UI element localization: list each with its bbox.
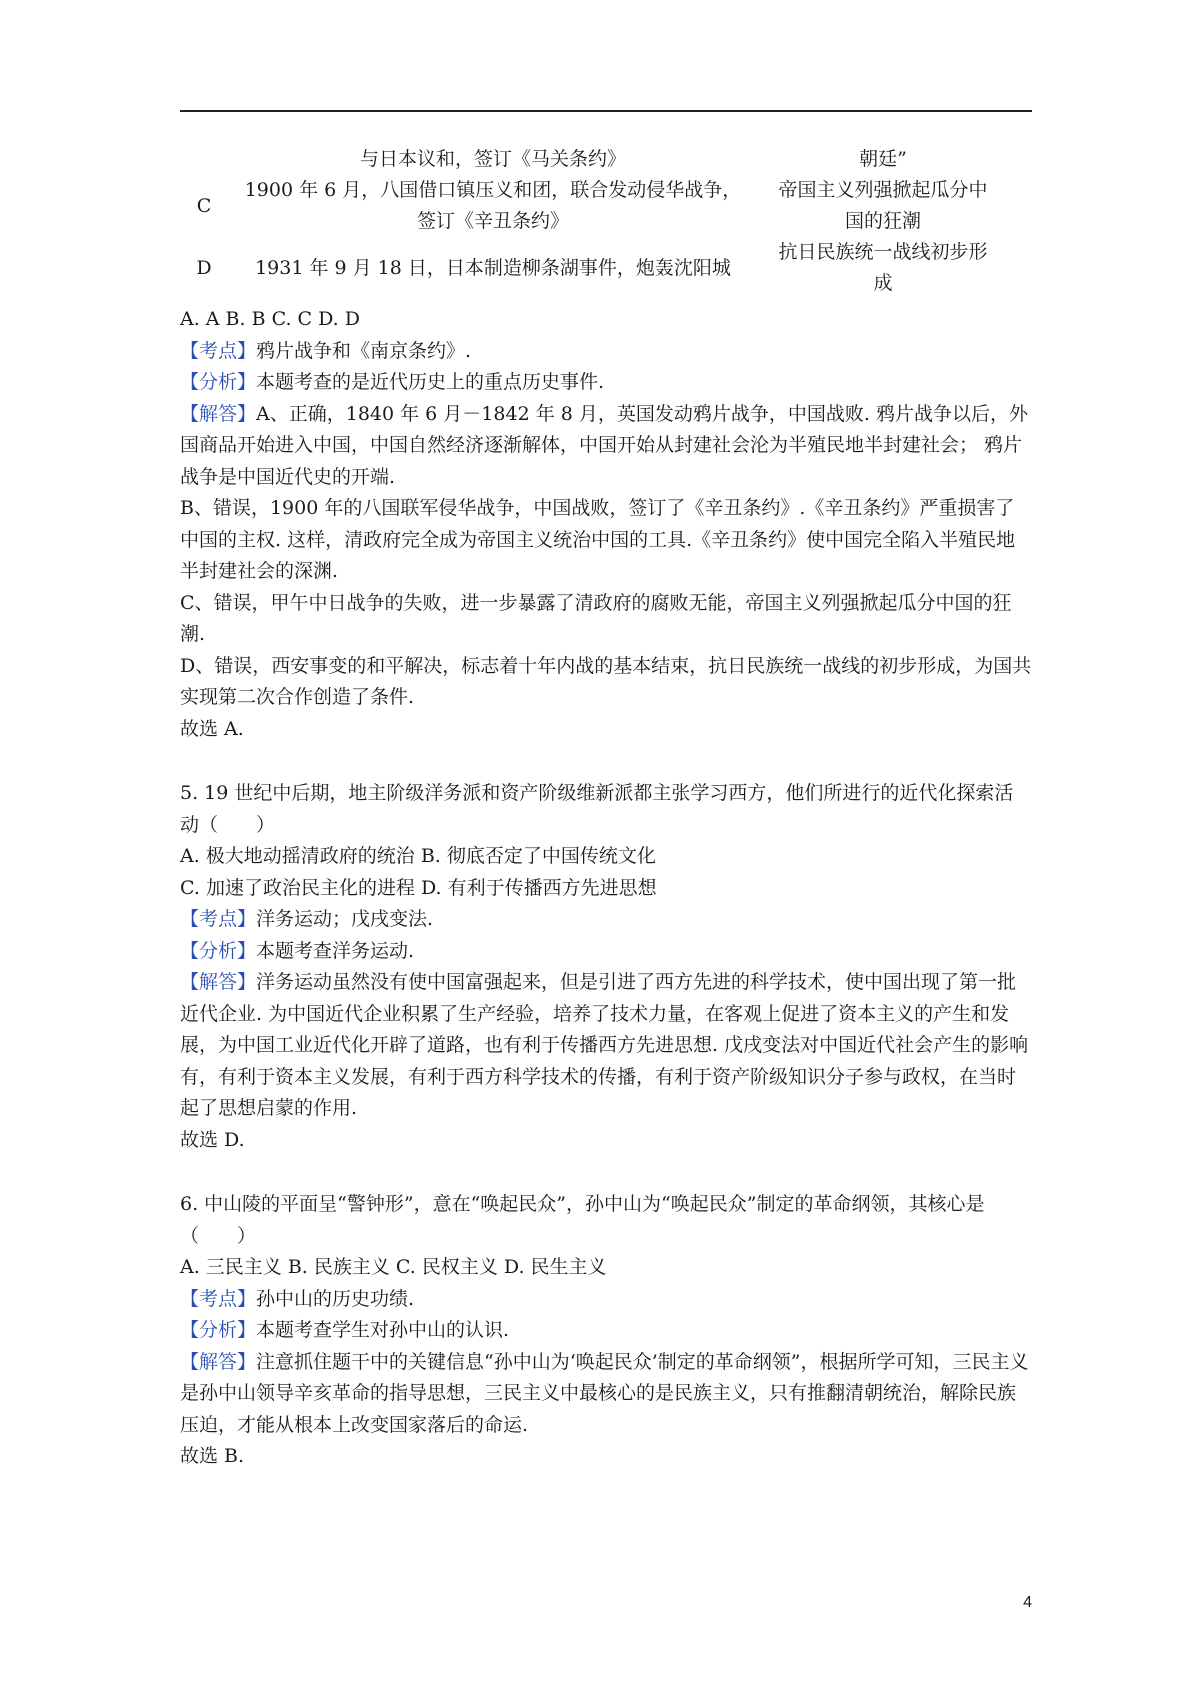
annotation-paragraph xyxy=(180,1284,1032,1316)
text-paragraph xyxy=(180,778,1032,841)
text-paragraph xyxy=(180,493,1032,588)
answer-table xyxy=(180,144,1032,299)
annotation-tag: 【考点】 xyxy=(180,339,257,362)
paragraph-text: A. 极大地动摇清政府的统治 B. 彻底否定了中国传统文化 xyxy=(180,845,656,867)
paragraph-text: 故选 B. xyxy=(180,1445,245,1467)
paragraph-text: B、错误，1900 年的八国联军侵华战争，中国战败，签订了《辛丑条约》.《辛丑条约》严重损害了中国的主权. 这样，清政府完全成为帝国主义统治中国的工具.《辛丑条约》使中国完全陷入半殖民地半封建社会的深渊. xyxy=(180,497,1016,582)
text-paragraph xyxy=(180,1125,1032,1157)
annotation-paragraph xyxy=(180,1315,1032,1347)
paragraph-text: 洋务运动虽然没有使中国富强起来，但是引进了西方先进的科学技术，使中国出现了第一批近代企业. 为中国近代企业积累了生产经验，培养了技术力量，在客观上促进了资本主义的产生和发展，为中国工业近代化开辟了道路，也有利于传播西方先进思想. 戊戌变法对中国近代社会产生的影响有，有利于资本主义发展，有利于西方科学技术的传播，有利于资产阶级知识分子参与政权，在当时起了思想启蒙的作用. xyxy=(180,971,1029,1119)
text-paragraph xyxy=(180,873,1032,905)
paragraph-text: 故选 D. xyxy=(180,1128,245,1151)
paragraph-text: C、错误，甲午中日战争的失败，进一步暴露了清政府的腐败无能，帝国主义列强掀起瓜分中国的狂潮. xyxy=(180,591,1012,645)
paragraph-text: A、正确，1840 年 6 月－1842 年 8 月，英国发动鸦片战争，中国战败. 鸦片战争以后，外国商品开始进入中国，中国自然经济逐渐解体，中国开始从封建社会沦为半殖民地半封建社会； 鸦片战争是中国近代史的开端. xyxy=(180,402,1028,488)
text-paragraph xyxy=(180,1189,1032,1252)
paragraph-text: 本题考查洋务运动. xyxy=(256,939,415,962)
annotation-paragraph xyxy=(180,967,1032,1125)
table-row xyxy=(180,175,1032,237)
paragraph-text: 6. 中山陵的平面呈“警钟形”，意在“唤起民众”，孙中山为“唤起民众”制定的革命纲领，其核心是（ ） xyxy=(180,1193,985,1247)
row-label: D xyxy=(196,256,212,279)
row-label: C xyxy=(196,194,212,217)
annotation-tag: 【分析】 xyxy=(180,1319,257,1341)
annotation-tag: 【考点】 xyxy=(180,1287,257,1310)
paragraph-text: 本题考查的是近代历史上的重点历史事件. xyxy=(256,371,605,393)
annotation-tag: 【分析】 xyxy=(180,371,257,393)
text-paragraph xyxy=(180,588,1032,651)
paragraph-text: 注意抓住题干中的关键信息“孙中山为‘唤起民众’制定的革命纲领”，根据所学可知，三民主义是孙中山领导辛亥革命的指导思想，三民主义中最核心的是民族主义，只有推翻清朝统治，解除民族压迫，才能从根本上改变国家落后的命运. xyxy=(180,1350,1029,1436)
annotation-tag: 【考点】 xyxy=(180,908,257,930)
paragraph-text: C. 加速了政治民主化的进程 D. 有利于传播西方先进思想 xyxy=(180,876,657,899)
document-body xyxy=(180,304,1032,1473)
event-cell: 1931 年 9 月 18 日，日本制造柳条湖事件，炮轰沈阳城 xyxy=(255,256,731,279)
annotation-paragraph xyxy=(180,904,1032,936)
paragraph-text: 本题考查学生对孙中山的认识. xyxy=(256,1319,510,1341)
header-rule xyxy=(180,110,1032,112)
text-paragraph xyxy=(180,304,1032,336)
paragraph-text: A. 三民主义 B. 民族主义 C. 民权主义 D. 民生主义 xyxy=(180,1256,607,1278)
annotation-paragraph xyxy=(180,367,1032,399)
annotation-tag: 【解答】 xyxy=(180,971,257,993)
text-paragraph xyxy=(180,714,1032,746)
paragraph-text: 故选 A. xyxy=(180,717,244,740)
paragraph-gap xyxy=(180,745,1032,778)
paragraph-text: A. A B. B C. C D. D xyxy=(180,308,360,330)
annotation-paragraph xyxy=(180,1347,1032,1442)
annotation-paragraph xyxy=(180,399,1032,494)
annotation-tag: 【分析】 xyxy=(180,939,257,962)
table-row xyxy=(180,144,1032,175)
text-paragraph xyxy=(180,651,1032,714)
annotation-paragraph xyxy=(180,336,1032,368)
paragraph-text: 5. 19 世纪中后期，地主阶级洋务派和资产阶级维新派都主张学习西方，他们所进行的近代化探索活动（ ） xyxy=(180,782,1014,836)
consequence-cell: 帝国主义列强掀起瓜分中 国的狂潮 xyxy=(778,179,988,232)
event-cell: 1900 年 6 月，八国借口镇压义和团，联合发动侵华战争， 签订《辛丑条约》 xyxy=(244,179,742,232)
paragraph-gap xyxy=(180,1156,1032,1189)
paragraph-text: 洋务运动；戊戌变法. xyxy=(256,908,434,930)
text-paragraph xyxy=(180,1441,1032,1473)
paragraph-text: 孙中山的历史功绩. xyxy=(256,1287,415,1310)
consequence-cell: 抗日民族统一战线初步形 成 xyxy=(778,241,988,294)
paragraph-text: D、错误，西安事变的和平解决，标志着十年内战的基本结束，抗日民族统一战线的初步形成，为国共实现第二次合作创造了条件. xyxy=(180,654,1032,708)
event-cell: 与日本议和，签订《马关条约》 xyxy=(359,148,626,170)
consequence-cell: 朝廷” xyxy=(859,148,907,170)
table-row xyxy=(180,237,1032,299)
text-paragraph xyxy=(180,1252,1032,1284)
text-paragraph xyxy=(180,841,1032,873)
annotation-tag: 【解答】 xyxy=(180,1350,257,1373)
annotation-paragraph xyxy=(180,936,1032,968)
paragraph-text: 鸦片战争和《南京条约》. xyxy=(256,339,472,362)
annotation-tag: 【解答】 xyxy=(180,402,257,425)
page-number: 4 xyxy=(1023,1594,1032,1611)
